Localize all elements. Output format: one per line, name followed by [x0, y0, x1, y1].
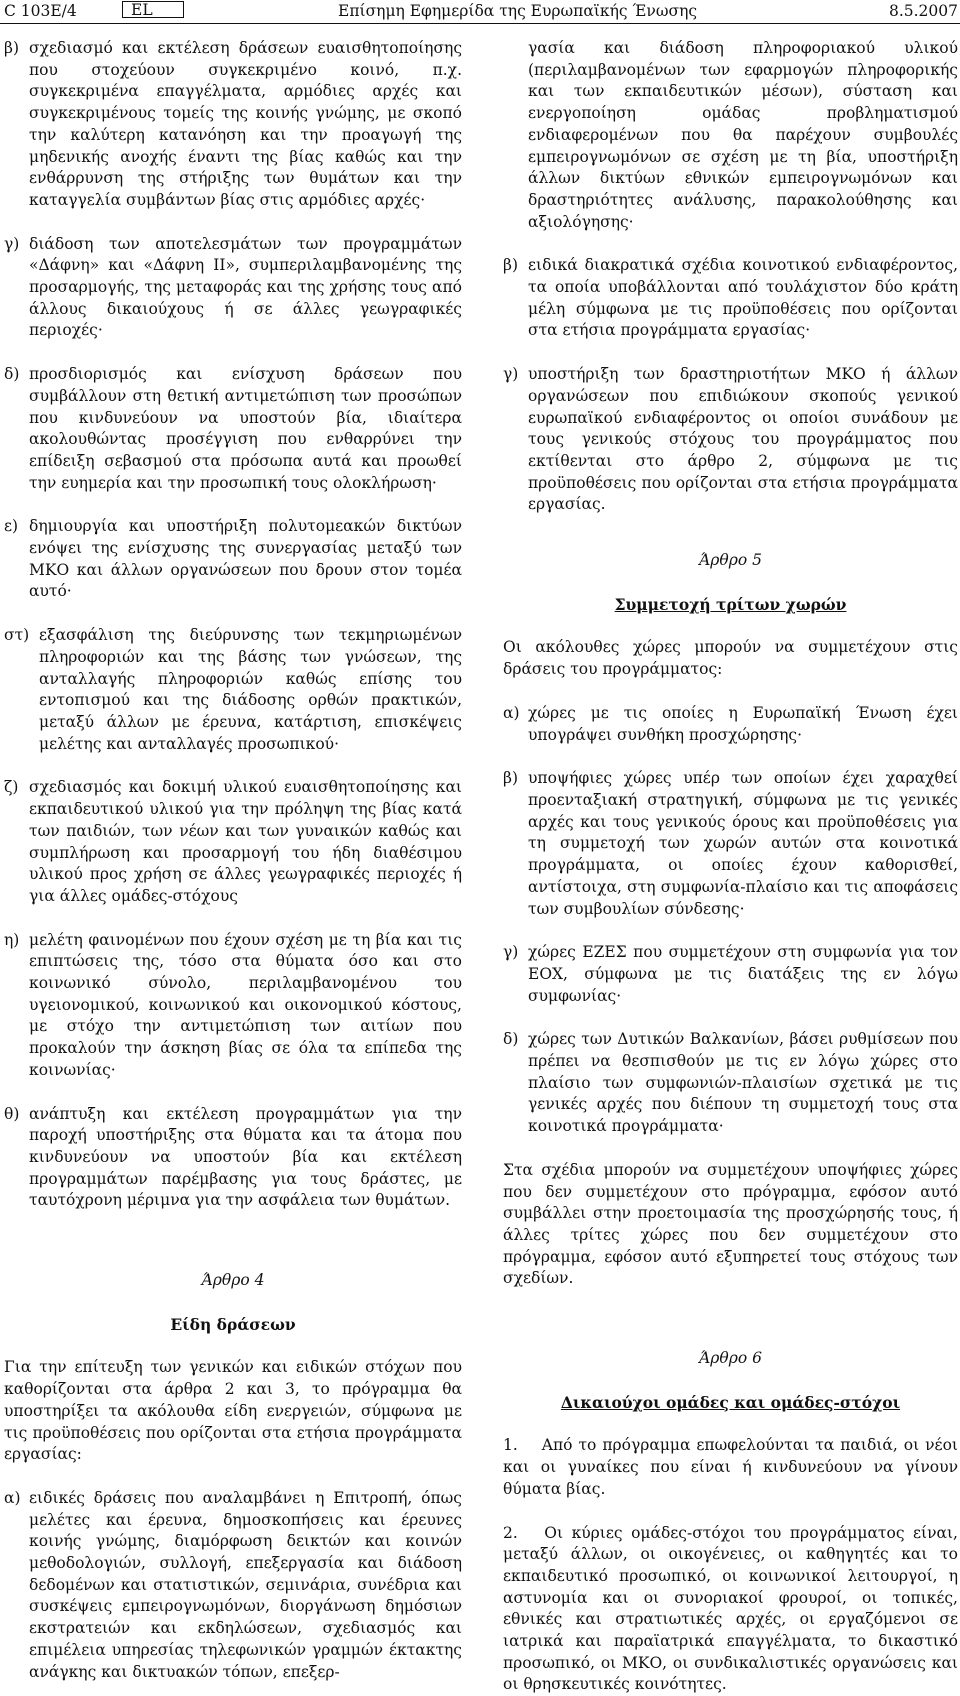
item-text: ειδικά διακρατικά σχέδια κοινοτικού ενδιαφέροντος, τα οποία υποβάλλονται από τουλάχιστον δύο κράτη μέλη σύμφωνα με τις προϋποθέσεις που ορίζονται στα ετήσια προγράμματα εργασίας·: [528, 256, 958, 340]
right-column: [503, 38, 958, 1696]
item-marker: γ): [503, 365, 519, 384]
list-item-d: [503, 1029, 958, 1138]
item-text: ειδικές δράσεις που αναλαμβάνει η Επιτροπή, όπως μελέτες και έρευνα, δημοσκοπήσεις και έρευνες κοινής γνώμης, διαμόρφωση δεικτών και κοινών μεθοδολογιών, συλλογή, επεξεργασία και διάδοση δεδομένων και στατιστικών, σεμινάρια, συνέδρια και συσκέψεις εμπειρογνωμόνων, διοργάνωση δημόσιων εκστρατειών και εκδηλώσεων, σχεδιασμός και επιμέλεια υπηρεσίας τηλεφωνικών γραμμών έκτακτης ανάγκης και δικτυακών τόπων, επεξερ-: [29, 1488, 462, 1681]
issue-date: 8.5.2007: [888, 2, 958, 20]
list-item-e: [4, 516, 462, 603]
list-item-g: [4, 234, 462, 343]
item-marker: στ): [4, 626, 30, 645]
item-text: υποστήριξη των δραστηριοτήτων ΜΚΟ ή άλλων οργανώσεων που επιδιώκουν σκοπούς γενικού ευρωπαϊκού ενδιαφέροντος οι οποίοι συνάδουν με τους γενικούς στόχους του προγράμματος που εκτίθενται στο άρθρο 2, σύμφωνα με τις προϋποθέσεις που ορίζονται στα ετήσια προγράμματα εργασίας.: [528, 365, 958, 514]
item-text: σχεδιασμός και δοκιμή υλικού ευαισθητοποίησης και εκπαιδευτικού υλικού για την πρόληψη της βίας κατά των παιδιών, των νέων και των γυναικών καθώς και συμπλήρωση και προσαρμογή του ήδη διαθέσιμου υλικού προς χρήση σε άλλες γεωγραφικές περιοχές ή για άλλες ομάδες-στόχους: [29, 778, 462, 905]
item-marker: θ): [4, 1104, 20, 1123]
item-text: δημιουργία και υποστήριξη πολυτομεακών δικτύων ενόψει της ενίσχυσης της συνεργασίας μεταξύ των ΜΚΟ και άλλων οργανώσεων που δρουν στον τομέα αυτό·: [29, 517, 462, 601]
article-5-number: Άρθρο 5: [699, 551, 762, 570]
paragraph-text: Από το πρόγραμμα επωφελούνται τα παιδιά, οι νέοι και οι γυναίκες που είναι ή κινδυνεύουν να γίνουν θύματα βίας.: [503, 1436, 958, 1498]
item-marker: β): [503, 256, 519, 275]
article-5-closing: Στα σχέδια μπορούν να συμμετέχουν υποψήφιες χώρες που δεν συμμετέχουν στο πρόγραμμα, εφόσον αυτό συμβάλλει στην προετοιμασία της προσχώρησής τους, ή άλλες τρίτες χώρες που δεν συμμετέχουν στο πρόγραμμα, εφόσον αυτό εξυπηρετεί τους στόχους των σχεδίων.: [503, 1160, 958, 1288]
item-marker: γ): [503, 943, 519, 962]
list-item-a: [503, 703, 958, 746]
item-text: διάδοση των αποτελεσμάτων των προγραμμάτων «Δάφνη» και «Δάφνη ΙΙ», συμπεριλαμβανομένης της προσαρμογής, της μεταφοράς και της χρήσης τους από άλλους δικαιούχους ή σε άλλες γεωγραφικές περιοχές·: [29, 234, 462, 340]
item-marker: δ): [4, 365, 20, 384]
list-item-h: [4, 930, 462, 1082]
item-text: ανάπτυξη και εκτέλεση προγραμμάτων για την παροχή υποστήριξης στα θύματα και τα άτομα που κινδυνεύουν να υποστούν βία και εκτέλεση προγραμμάτων παρέμβασης για τους δράστες, με ταυτόχρονη μέριμνα για την ασφάλεια των θυμάτων.: [29, 1104, 462, 1210]
list-item-d: [4, 364, 462, 494]
item-text: χώρες ΕΖΕΣ που συμμετέχουν στη συμφωνία για τον ΕΟΧ, σύμφωνα με τις διατάξεις της εν λόγω συμφωνίας·: [528, 943, 958, 1005]
list-item-a: [4, 1488, 462, 1683]
item-text: μελέτη φαινομένων που έχουν σχέση με τη βία και τις επιπτώσεις της, τόσο στα θύματα όσο και στο κοινωνικό σύνολο, περιλαμβανομένου του υγειονομικού, κοινωνικού και οικονομικού κόστους, με στόχο την αντιμετώπιση των αιτίων που προκαλούν την άσκηση βίας σε όλα τα επίπεδα της κοινωνίας·: [29, 930, 462, 1079]
list-item-b: [4, 38, 462, 212]
item-text: εξασφάλιση της διεύρυνσης των τεκμηριωμένων πληροφοριών και της βάσης των γνώσεων, της ανταλλαγής πληροφοριών καθώς επίσης του εντοπισμού και της διάδοσης ορθών πρακτικών, μεταξύ άλλων με έρευνα, κατάρτιση, επισκέψεις μελέτης και ανταλλαγές προσωπικού·: [39, 626, 462, 753]
list-item-a-continued: [503, 38, 958, 233]
header-rule: [0, 23, 960, 24]
item-text: υποψήφιες χώρες υπέρ των οποίων έχει χαραχθεί προενταξιακή στρατηγική, σύμφωνα με τις γενικές αρχές και τους γενικούς όρους και προϋποθέσεις για τη συμμετοχή των χωρών αυτών στα κοινοτικά προγράμματα, οι οποίες έχουν καθορισθεί, αντίστοιχα, στη συμφωνία-πλαίσιο και τις αποφάσεις των συμβουλίων σύνδεσης·: [528, 769, 958, 918]
list-item-z: [4, 777, 462, 907]
article-5-title: Συμμετοχή τρίτων χωρών: [614, 594, 847, 614]
article-4-intro: Για την επίτευξη των γενικών και ειδικών στόχων που καθορίζονται στα άρθρα 2 και 3, το πρόγραμμα θα υποστηρίξει τα ακόλουθα είδη ενεργειών, σύμφωνα με τις προϋποθέσεις που ορίζονται στα ετήσια προγράμματα εργασίας:: [4, 1358, 462, 1464]
item-text: χώρες με τις οποίες η Ευρωπαϊκή Ένωση έχει υπογράψει συνθήκη προσχώρησης·: [528, 703, 958, 744]
language-box: EL: [122, 1, 184, 18]
list-item-b: [503, 768, 958, 920]
item-text: χώρες των Δυτικών Βαλκανίων, βάσει ρυθμίσεων που πρέπει να θεσπισθούν με τις εν λόγω χώρες στο πλαίσιο των συμφωνιών-πλαισίων σχετικά με τις γενικές αρχές που διέπουν τη συμμετοχή τους στα κοινοτικά προγράμματα·: [528, 1030, 958, 1136]
item-marker: ζ): [4, 778, 19, 797]
article-6-title: Δικαιούχοι ομάδες και ομάδες-στόχοι: [560, 1392, 901, 1412]
list-item-th: [4, 1104, 462, 1213]
item-marker: α): [503, 703, 520, 722]
page-header: [0, 0, 960, 22]
item-text: προσδιορισμός και ενίσχυση δράσεων που συμβάλλουν στη θετική αντιμετώπιση των προσώπων που κινδυνεύουν να υποστούν βία, ιδιαίτερα ακολουθώντας προσέγγιση που ενθαρρύνει την επίδειξη σεβασμού στα πρόσωπα αυτά και προωθεί την ευημερία και την προσωπική τους ολοκλήρωση·: [29, 365, 462, 492]
paragraph-text: Οι κύριες ομάδες-στόχοι του προγράμματος είναι, μεταξύ άλλων, οι οικογένειες, οι καθηγητές και το εκπαιδευτικό προσωπικό, οι κοινωνικοί λειτουργοί, η αστυνομία και οι συνοριακοί φρουροί, οι τοπικές, εθνικές και στρατιωτικές αρχές, οι εργαζόμενοι σε ιατρικά και παραϊατρικά επαγγέλματα, το δικαστικό προσωπικό, οι ΜΚΟ, οι συνδικαλιστικές οργανώσεις και οι θρησκευτικές κοινότητες.: [503, 1523, 958, 1694]
item-marker: α): [4, 1488, 21, 1507]
item-marker: η): [4, 930, 20, 949]
numbered-paragraph-2: [503, 1523, 958, 1696]
list-item-g: [503, 942, 958, 1007]
oj-series: C 103E/4: [4, 2, 77, 20]
list-item-st: [4, 625, 462, 755]
left-column: [4, 38, 462, 1683]
item-marker: ε): [4, 517, 19, 536]
article-4-number: Άρθρο 4: [201, 1271, 265, 1290]
numbered-paragraph-1: [503, 1435, 958, 1500]
article-5-intro: Οι ακόλουθες χώρες μπορούν να συμμετέχουν στις δράσεις του προγράμματος:: [503, 638, 958, 679]
journal-title: Επίσημη Εφημερίδα της Ευρωπαϊκής Ένωσης: [338, 2, 698, 20]
item-text: σχεδιασμό και εκτέλεση δράσεων ευαισθητοποίησης που στοχεύουν συγκεκριμένο κοινό, π.χ. συγκεκριμένα επαγγέλματα, αρμόδιες αρχές και συγκεκριμένους τομείς της κοινής γνώμης, με σκοπό την καλύτερη κατανόηση και την προαγωγή της μηδενικής ανοχής έναντι της βίας καθώς και την ενθάρρυνση της στήριξης των θυμάτων και την καταγγελία συμβάντων βίας στις αρμόδιες αρχές·: [29, 39, 462, 209]
article-4-title: Είδη δράσεων: [170, 1314, 296, 1334]
paragraph-number: 2.: [503, 1523, 518, 1542]
list-item-g: [503, 364, 958, 516]
list-item-b: [503, 255, 958, 342]
item-text: γασία και διάδοση πληροφοριακού υλικού (περιλαμβανομένων των εφαρμογών πληροφορικής και των εκπαιδευτικών μέσων), σύσταση και ενεργοποίηση ομάδας προβληματισμού ενδιαφερομένων που θα παρέχουν συμβουλές εμπειρογνωμόνων σε σχέση με τη βία, υποστήριξη άλλων δικτύων εθνικών εμπειρογνωμόνων και δραστηριότητες ανάλυσης, παρακολούθησης και αξιολόγησης·: [528, 39, 958, 231]
article-6-number: Άρθρο 6: [699, 1349, 762, 1368]
item-marker: β): [4, 39, 20, 57]
item-marker: δ): [503, 1030, 519, 1049]
item-marker: γ): [4, 234, 20, 253]
item-marker: β): [503, 769, 519, 788]
paragraph-number: 1.: [503, 1436, 518, 1455]
